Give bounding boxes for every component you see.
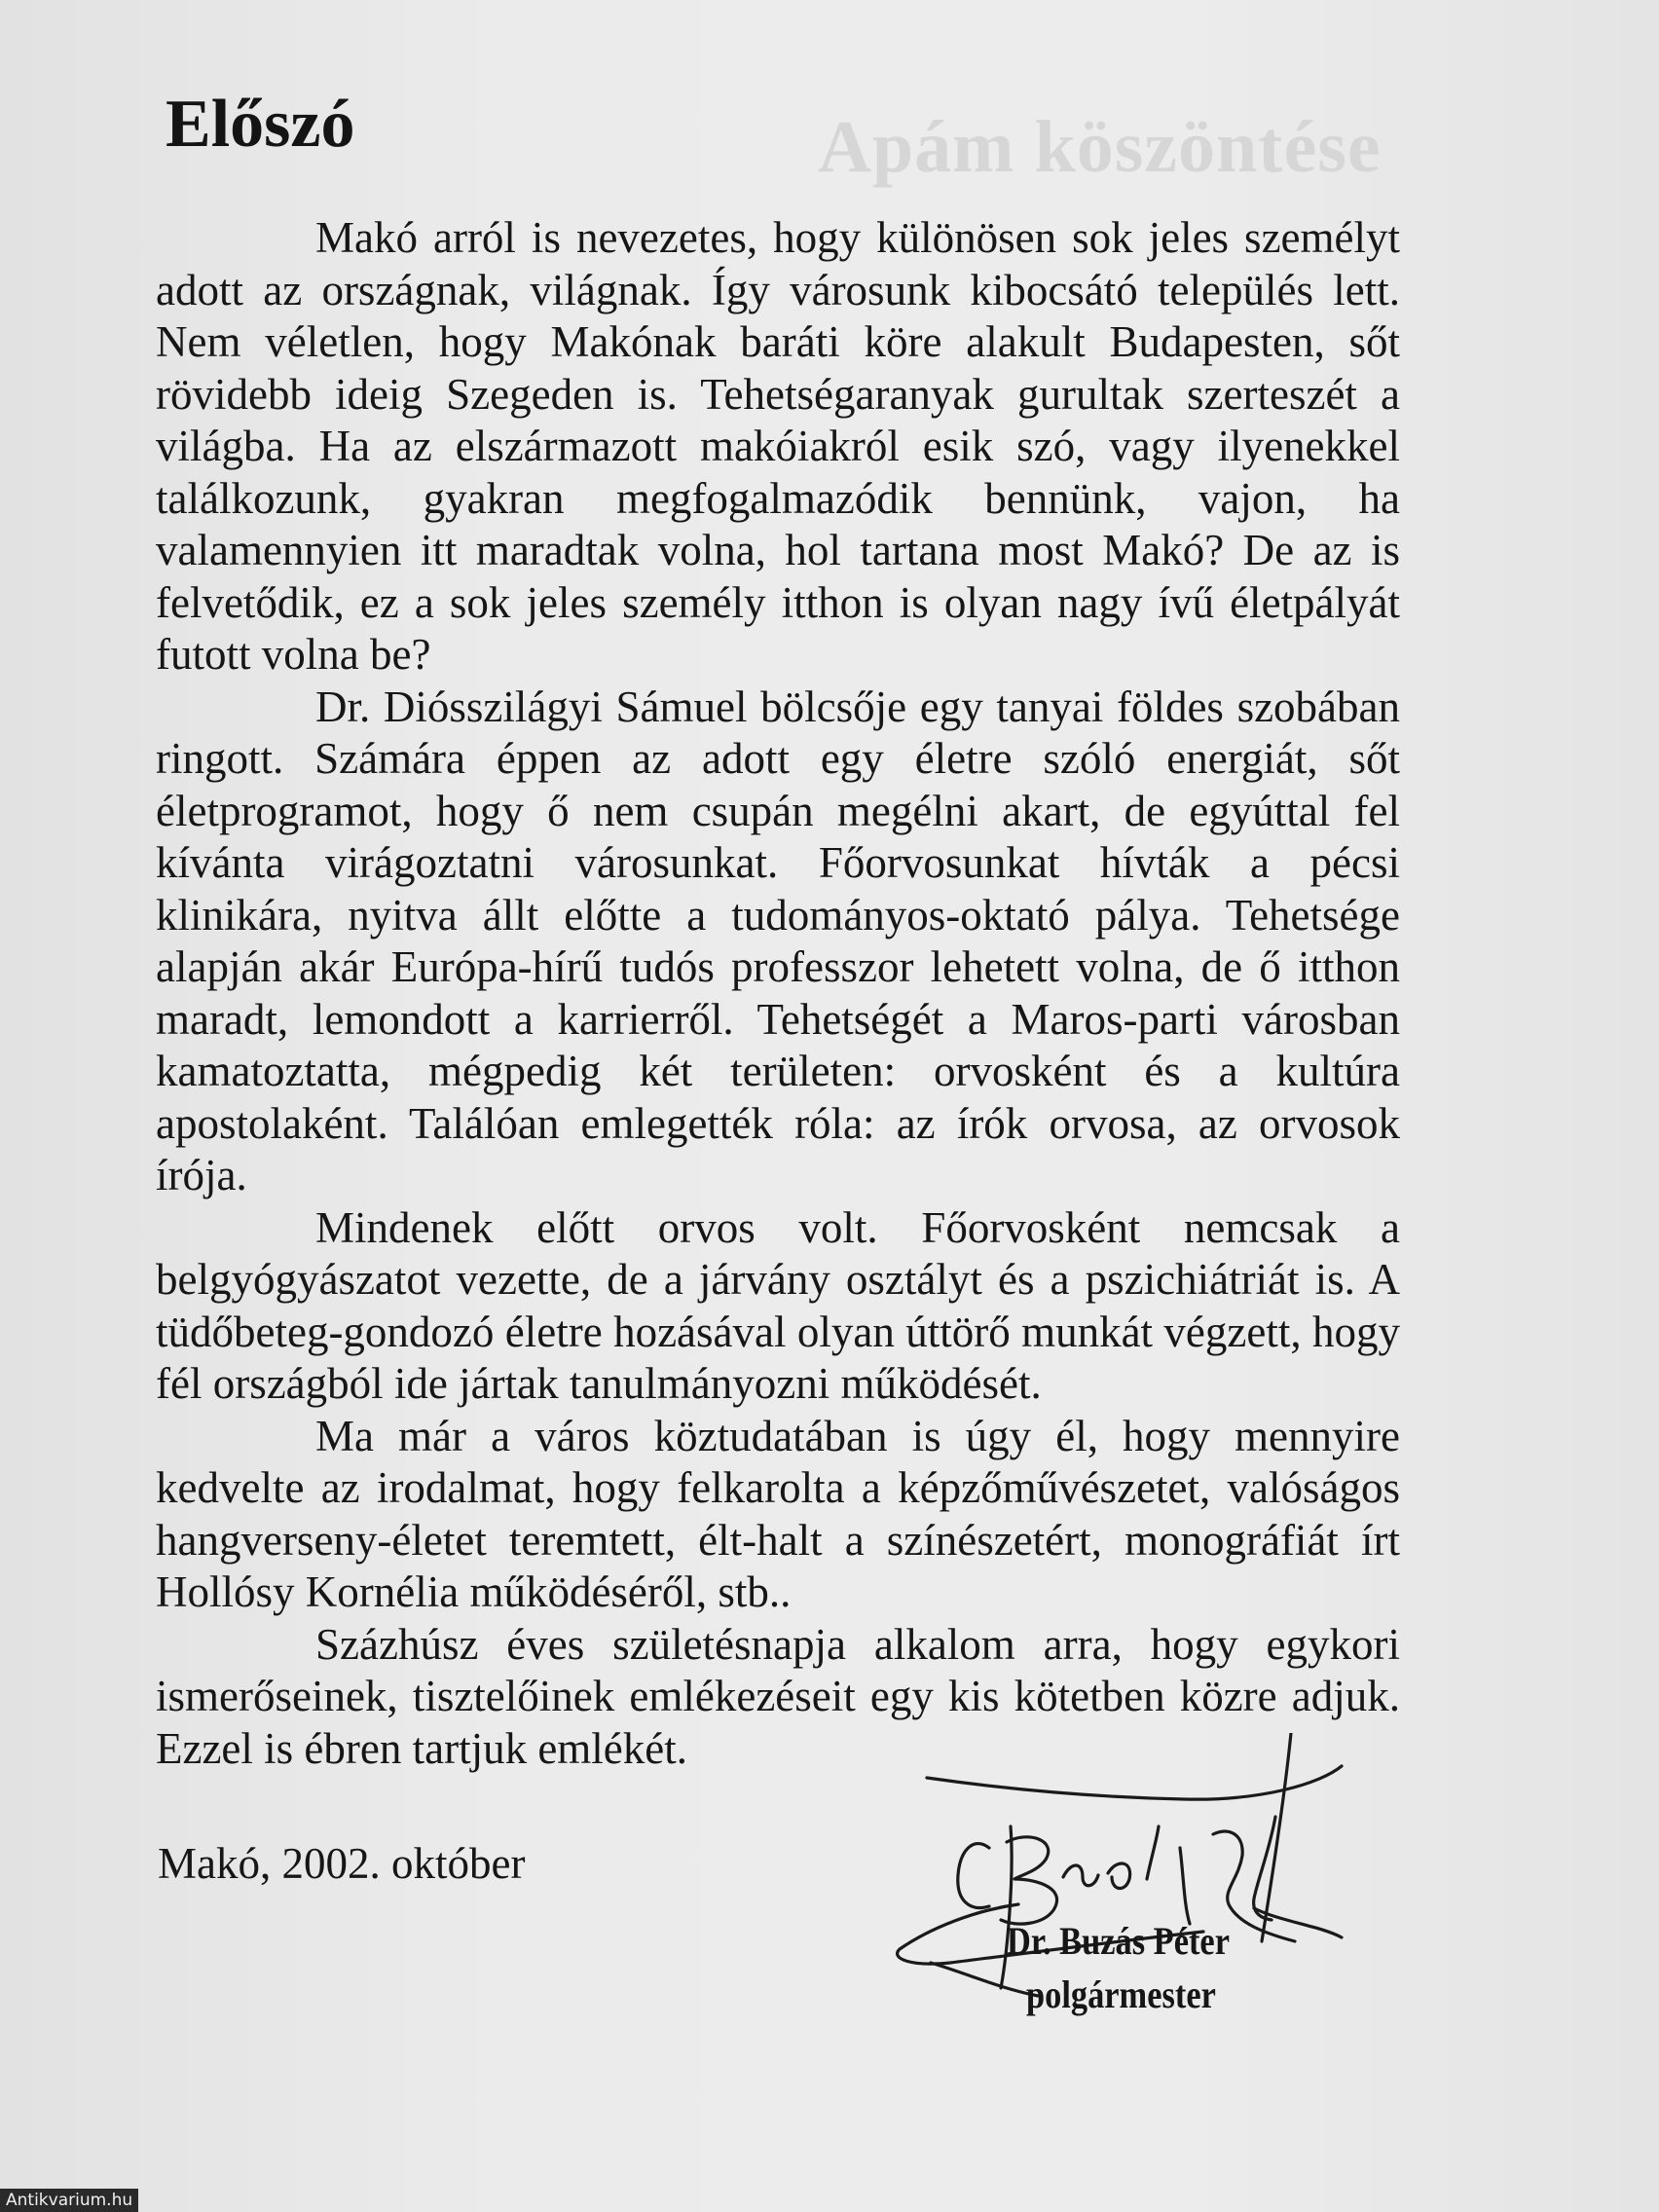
paragraph-2: Dr. Diósszilágyi Sámuel bölcsője egy tanyai földes szobában ringott. Számára éppen az adott egy életre szóló energiát, sőt életprogramot, hogy ő nem csupán megélni akart, de egyúttal fel kívánta virágoztatni városunkat. Főorvosunkat hívták a pécsi klinikára, nyitva állt előtte a tudományos-oktató pálya. Tehetsége alapján akár Európa-hírű tudós professzor lehetett volna, de ő itthon maradt, lemondott a karrierről. Tehetségét a Maros-parti városban kamatoztatta, mégpedig két területen: orvosként és a kultúra apostolaként. Találóan emlegették róla: az írók orvosa, az orvosok írója.: [156, 682, 1400, 1199]
page-title: Előszó: [166, 87, 355, 162]
paragraph-1: Makó arról is nevezetes, hogy különösen sok jeles személyt adott az országnak, világnak. Így városunk kibocsátó település lett. Nem véletlen, hogy Makónak baráti köre alakult Budapesten, sőt rövidebb ideig Szegeden is. Tehetségaranyak gurultak szerteszét a világba. Ha az elszármazott makóiakról esik szó, vagy ilyenekkel találkozunk, gyakran megfogalmazódik bennünk, vajon, ha valamennyien itt maradtak volna, hol tartana most Makó? De az is felvetődik, ez a sok jeles személy itthon is olyan nagy ívű életpályát futott volna be?: [156, 213, 1400, 679]
paragraph-3: Mindenek előtt orvos volt. Főorvosként nemcsak a belgyógyászatot vezette, de a járvány osztályt és a pszichiátriát is. A tüdőbeteg-gondozó életre hozásával olyan úttörő munkát végzett, hogy fél országból ide jártak tanulmányozni működését.: [156, 1202, 1400, 1408]
signatory-name: Dr. Buzás Péter: [1007, 1919, 1230, 1963]
paragraph-5: Százhúsz éves születésnapja alkalom arra, hogy egykori ismerőseinek, tisztelőinek emlékezéseit egy kis kötetben közre adjuk. Ezzel is ébren tartjuk emlékét.: [156, 1619, 1400, 1773]
preface-body: [156, 212, 1400, 1775]
watermark-label: Antikvarium.hu: [0, 2189, 138, 2212]
signatory-role: polgármester: [1026, 1972, 1216, 2016]
paragraph-4: Ma már a város köztudatában is úgy él, hogy mennyire kedvelte az irodalmat, hogy felkarolta a képzőművészetet, valóságos hangverseny-életet teremtett, élt-halt a színészetért, monográfiát írt Hollósy Kornélia működéséről, stb..: [156, 1411, 1400, 1616]
bleed-through-heading: Apám köszöntése: [818, 106, 1382, 188]
place-and-date: Makó, 2002. október: [158, 1839, 526, 1888]
